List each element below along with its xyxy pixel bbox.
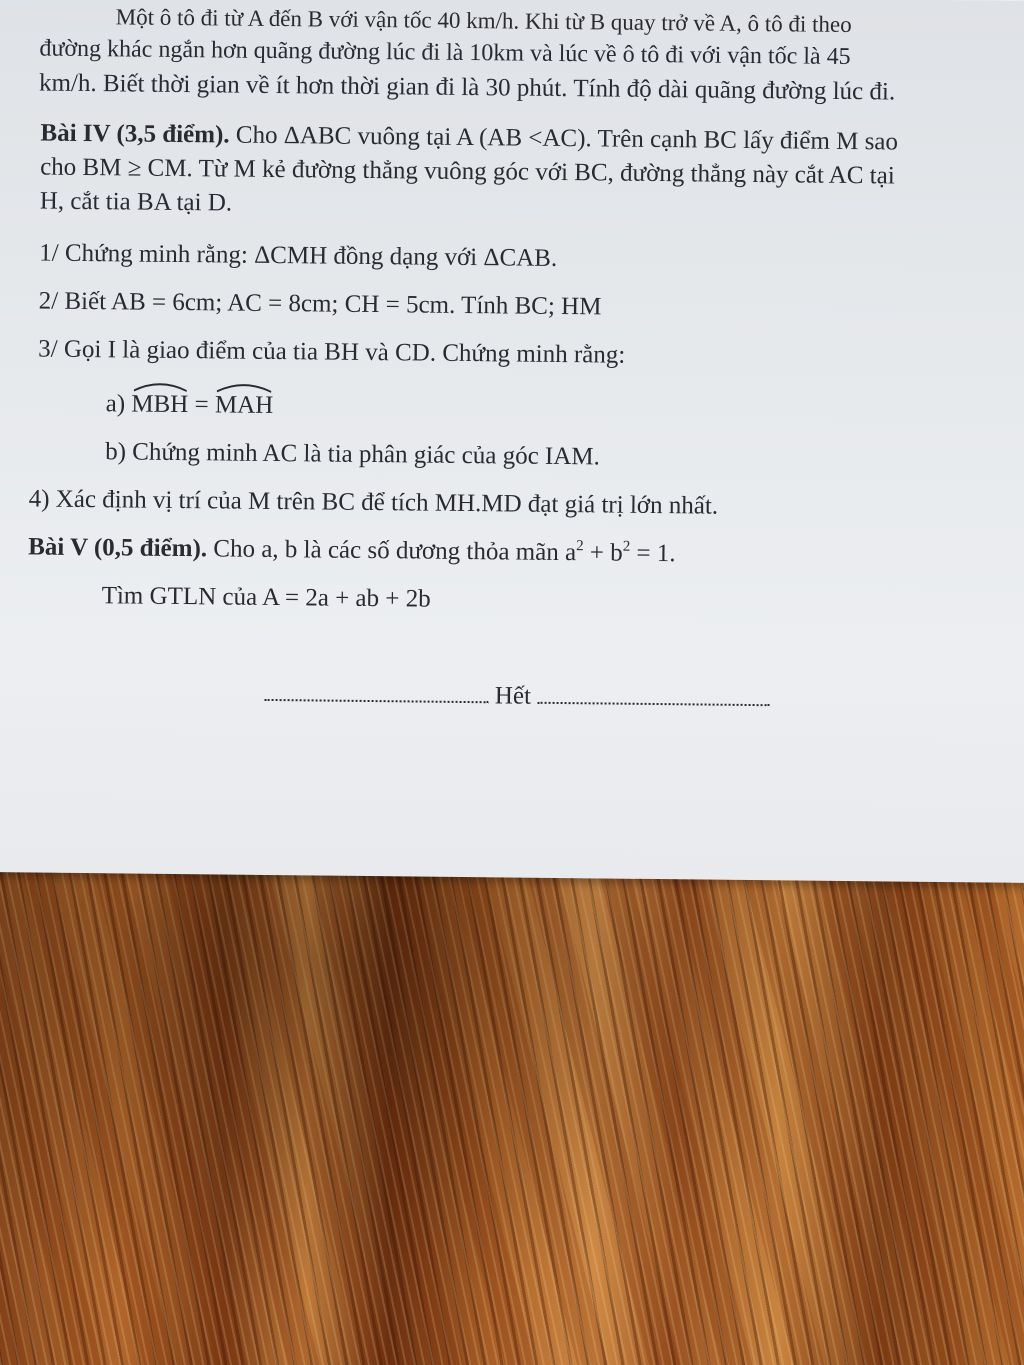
problem4-question-4: 4) Xác định vị trí của M trên BC để tích MH.MD đạt giá trị lớn nhất. xyxy=(28,485,719,520)
angle-hat-mbh-icon xyxy=(133,382,186,393)
wooden-table xyxy=(0,860,1024,1365)
exponent-b: 2 xyxy=(622,538,631,555)
end-of-exam-line xyxy=(265,681,770,711)
problem4-question-3: 3/ Gọi I là giao điểm của tia BH và CD. Chứng minh rằng: xyxy=(38,335,626,369)
table-shadow xyxy=(0,860,1024,1365)
problem4-line-2: cho BM ≥ CM. Từ M kẻ đường thẳng vuông góc với BC, đường thẳng này cắt AC tại xyxy=(40,153,895,190)
dotted-rule-right xyxy=(537,698,769,706)
angle-mah: MAH xyxy=(215,388,274,418)
dotted-rule-left xyxy=(265,695,489,703)
equals-sign: = xyxy=(188,391,216,419)
problem4-line-3: H, cắt tia BA tại D. xyxy=(39,187,233,217)
end-label: Hết xyxy=(494,682,532,710)
exponent-a: 2 xyxy=(576,538,584,555)
problem5-line-1: Bài V (0,5 điểm). Cho a, b là các số dương thỏa mãn $a^2 + b^2 = 1$. xyxy=(28,533,676,568)
angle-hat-mah-icon xyxy=(217,382,271,393)
problem4-question-3b: b) Chứng minh AC là tia phân giác của góc IAM. xyxy=(105,438,600,471)
angle-mbh: MBH xyxy=(131,388,188,418)
problem3-line-3: km/h. Biết thời gian về ít hơn thời gian đi là 30 phút. Tính độ dài quãng đường lúc đi. xyxy=(38,69,896,106)
problem5-heading: Bài V (0,5 điểm). xyxy=(28,533,208,563)
problem4-question-3a xyxy=(106,387,274,418)
problem5-line-2: Tìm GTLN của A = 2a + ab + 2b xyxy=(101,582,431,613)
problem4-intro: Cho ΔABC vuông tại A (AB <AC). Trên cạnh BC lấy điểm M sao xyxy=(229,121,899,156)
question-3a-prefix: a) xyxy=(105,390,132,418)
problem3-line-1: Một ô tô đi từ A đến B với vận tốc 40 km/h. Khi từ B quay trở về A, ô tô đi theo xyxy=(115,4,852,38)
problem3-line-2: đường khác ngắn hơn quãng đường lúc đi là 10km và lúc về ô tô đi với vận tốc là 45 xyxy=(39,35,851,71)
problem4-question-2: 2/ Biết AB = 6cm; AC = 8cm; CH = 5cm. Tính BC; HM xyxy=(38,287,602,321)
problem4-line-1 xyxy=(40,121,898,155)
problem4-heading: Bài IV (3,5 điểm). xyxy=(40,119,230,149)
problem4-question-1: 1/ Chứng minh rằng: ΔCMH đồng dạng với ΔCAB. xyxy=(39,239,558,272)
